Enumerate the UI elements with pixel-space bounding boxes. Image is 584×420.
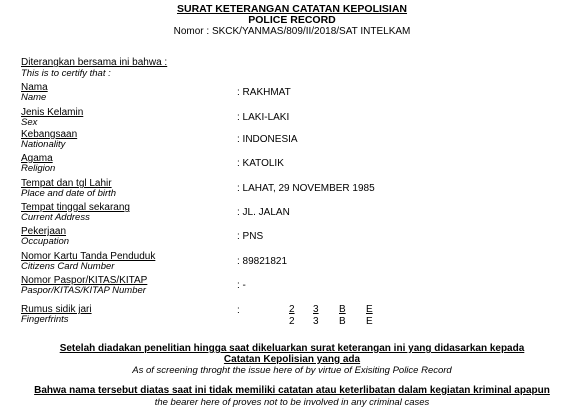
statement-1-line-2: Catatan Kepolisian yang ada — [223, 354, 361, 365]
field-label-id: Jenis Kelamin — [21, 107, 84, 118]
field-label-en: Current Address — [21, 212, 90, 223]
field-label-id: Rumus sidik jari — [21, 304, 92, 315]
fingerprint-r2-c4: E — [366, 316, 373, 327]
field-label-id: Tempat tinggal sekarang — [21, 202, 130, 213]
field-label-en: Nationality — [21, 139, 66, 150]
statement-2-english: the bearer here of proves not to be involved in any criminal cases — [154, 397, 430, 408]
field-label-en: Name — [21, 92, 47, 103]
field-name — [21, 82, 581, 106]
field-sex — [21, 107, 581, 131]
field-label-en: Religion — [21, 163, 56, 174]
field-value: : JL. JALAN — [237, 207, 290, 218]
fingerprint-r1-c4: E — [366, 304, 373, 315]
field-label-id: Kebangsaan — [21, 129, 78, 140]
field-value: : KATOLIK — [237, 158, 284, 169]
field-religion — [21, 153, 581, 177]
field-id-card — [21, 251, 581, 275]
field-occupation — [21, 226, 581, 250]
field-label-en: Sex — [21, 117, 38, 128]
field-label-en: Paspor/KITAS/KITAP Number — [21, 285, 146, 296]
field-value: : RAKHMAT — [237, 87, 291, 98]
field-passport — [21, 275, 581, 299]
field-label-id: Nomor Kartu Tanda Penduduk — [21, 251, 156, 262]
field-label-en: Fingerfrints — [21, 314, 69, 325]
field-label-id: Nomor Paspor/KITAS/KITAP — [21, 275, 148, 286]
field-nationality — [21, 129, 581, 153]
field-label-id: Nama — [21, 82, 48, 93]
field-label-en: Place and date of birth — [21, 188, 117, 199]
field-value: : LAKI-LAKI — [237, 112, 290, 123]
fingerprint-r1-c3: B — [339, 304, 346, 315]
field-label-id: Tempat dan tgl Lahir — [21, 178, 112, 189]
fingerprint-r2-c2: 3 — [313, 316, 319, 327]
field-value: : PNS — [237, 231, 264, 242]
field-value: : LAHAT, 29 NOVEMBER 1985 — [237, 183, 375, 194]
field-address — [21, 202, 581, 226]
field-value: : 89821821 — [237, 256, 288, 267]
statement-1-english: As of screening throght the issue here of by virtue of Exisiting Police Record — [132, 365, 452, 376]
field-value: : — [237, 305, 240, 316]
field-fingerprint — [21, 304, 581, 328]
field-label-en: Citizens Card Number — [21, 261, 115, 272]
field-value: : INDONESIA — [237, 134, 298, 145]
document-number: Nomor : SKCK/YANMAS/809/II/2018/SAT INTELKAM — [173, 26, 411, 37]
intro-english: This is to certify that : — [21, 68, 111, 79]
field-value: : - — [237, 280, 246, 291]
fingerprint-r1-c2: 3 — [313, 304, 319, 315]
statement-1-line-1: Setelah diadakan penelitian hingga saat dikeluarkan surat keterangan ini yang didasarkan kepada — [59, 343, 525, 354]
intro-indonesian: Diterangkan bersama ini bahwa : — [21, 57, 168, 68]
fingerprint-r2-c1: 2 — [289, 316, 295, 327]
document-subtitle: POLICE RECORD — [248, 14, 336, 26]
fingerprint-r1-c1: 2 — [289, 304, 295, 315]
field-label-id: Agama — [21, 153, 53, 164]
document-title: SURAT KETERANGAN CATATAN KEPOLISIAN — [176, 3, 408, 15]
field-label-en: Occupation — [21, 236, 70, 247]
fingerprint-r2-c3: B — [339, 316, 346, 327]
field-birth — [21, 178, 581, 202]
field-label-id: Pekerjaan — [21, 226, 67, 237]
statement-2-indonesian: Bahwa nama tersebut diatas saat ini tidak memiliki catatan atau keterlibatan dalam kegiatan kriminal apapun — [34, 385, 550, 396]
